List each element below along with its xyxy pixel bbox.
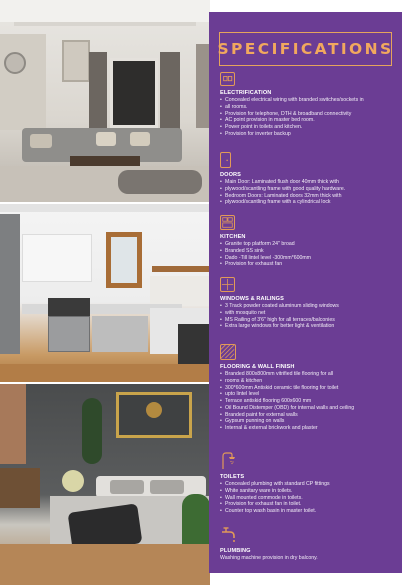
spec-item: • Main Door: Laminated flush door 40mm thick with	[220, 179, 398, 186]
tap-icon	[220, 526, 237, 544]
spec-list	[220, 97, 398, 138]
plumbing-section	[220, 526, 398, 562]
spec-item: • MS Railing of 3'6" high for all terraces/balconies	[220, 317, 398, 324]
spec-item: • all rooms.	[220, 104, 398, 111]
spec-item: • Extra large windows for better light & ventilation	[220, 323, 398, 330]
spec-item: • Internal & external brickwork and plaster	[220, 425, 398, 432]
spec-item: • Provision for inverter backup	[220, 131, 398, 138]
spec-item: • 3 Track powder coated aluminum sliding windows	[220, 303, 398, 310]
spec-item: • Gypsum punning on walls	[220, 418, 398, 425]
spec-item: • Counter top wash basin in master toilet.	[220, 508, 398, 515]
section-title: TOILETS	[220, 474, 245, 480]
section-title: PLUMBING	[220, 548, 251, 554]
spec-item: • White sanitary ware in toilets.	[220, 488, 398, 495]
specifications-panel	[209, 12, 402, 573]
windows-railings-section	[220, 277, 398, 330]
spec-text: Washing machine provision in dry balcony.	[220, 555, 318, 561]
spec-list	[220, 241, 398, 268]
doors-section	[220, 152, 398, 206]
spec-item: • Terrace antiskid flooring 600x600 mm	[220, 398, 398, 405]
section-title: FLOORING & WALL FINISH	[220, 364, 295, 370]
kitchen-photo	[0, 204, 210, 382]
spec-item: • plywood/scantling frame with a cylindrical lock	[220, 199, 398, 206]
spec-item: • Oil Bound Distemper (OBD) for internal walls and ceiling	[220, 405, 398, 412]
floor-tile-icon	[220, 344, 236, 360]
spec-list	[220, 179, 398, 206]
electrification-section	[220, 72, 398, 138]
section-title: ELECTRIFICATION	[220, 90, 272, 96]
spec-item: • Provision for exhaust fan in toilet.	[220, 501, 398, 508]
kitchen-icon	[220, 215, 235, 230]
living-room-photo	[0, 0, 210, 202]
spec-list	[220, 303, 398, 330]
spec-item: • Granite top platform 24" broad	[220, 241, 398, 248]
page-title: SPECIFICATIONS	[217, 40, 394, 58]
flooring-wall-section	[220, 344, 398, 432]
spec-list	[220, 481, 398, 515]
spec-item: • Provision for exhaust fan	[220, 261, 398, 268]
spec-item: • Power point in toilets and kitchen.	[220, 124, 398, 131]
spec-item: • Dado -Till lintel level -300mm*600mm	[220, 255, 398, 262]
spec-list	[220, 371, 398, 432]
spec-item: • Branded paint for external walls	[220, 412, 398, 419]
shower-icon	[220, 452, 236, 470]
spec-item: • rooms & kitchen	[220, 378, 398, 385]
kitchen-section	[220, 215, 398, 268]
spec-item: • Bedroom Doors: Laminated doors 32mm thick with	[220, 193, 398, 200]
electric-socket-icon	[220, 72, 235, 86]
spec-item: • Concealed electrical wiring with branded switches/sockets in	[220, 97, 398, 104]
spec-item: • Wall mounted commode in toilets.	[220, 495, 398, 502]
spec-item: • 300*600mm Antiskid ceramic tile flooring for toilet	[220, 385, 398, 392]
spec-item: • AC point provision in master bed room.	[220, 117, 398, 124]
spec-item: • Concealed plumbing with standard CP fittings	[220, 481, 398, 488]
title-frame	[219, 32, 392, 66]
door-icon	[220, 152, 231, 168]
spec-item: • Provision for telephone, DTH & broadband connectivity	[220, 111, 398, 118]
spec-item: • Branded SS sink	[220, 248, 398, 255]
toilets-section	[220, 452, 398, 515]
bedroom-photo	[0, 384, 210, 585]
section-title: KITCHEN	[220, 234, 246, 240]
spec-item: • Branded 800x800mm vitrified tile flooring for all	[220, 371, 398, 378]
section-title: DOORS	[220, 172, 242, 178]
section-title: WINDOWS & RAILINGS	[220, 296, 284, 302]
window-icon	[220, 277, 235, 292]
spec-item: • with mosquito net	[220, 310, 398, 317]
spec-item: • upto lintel level	[220, 391, 398, 398]
spec-item: • plywood/scantling frame with good quality hardware.	[220, 186, 398, 193]
